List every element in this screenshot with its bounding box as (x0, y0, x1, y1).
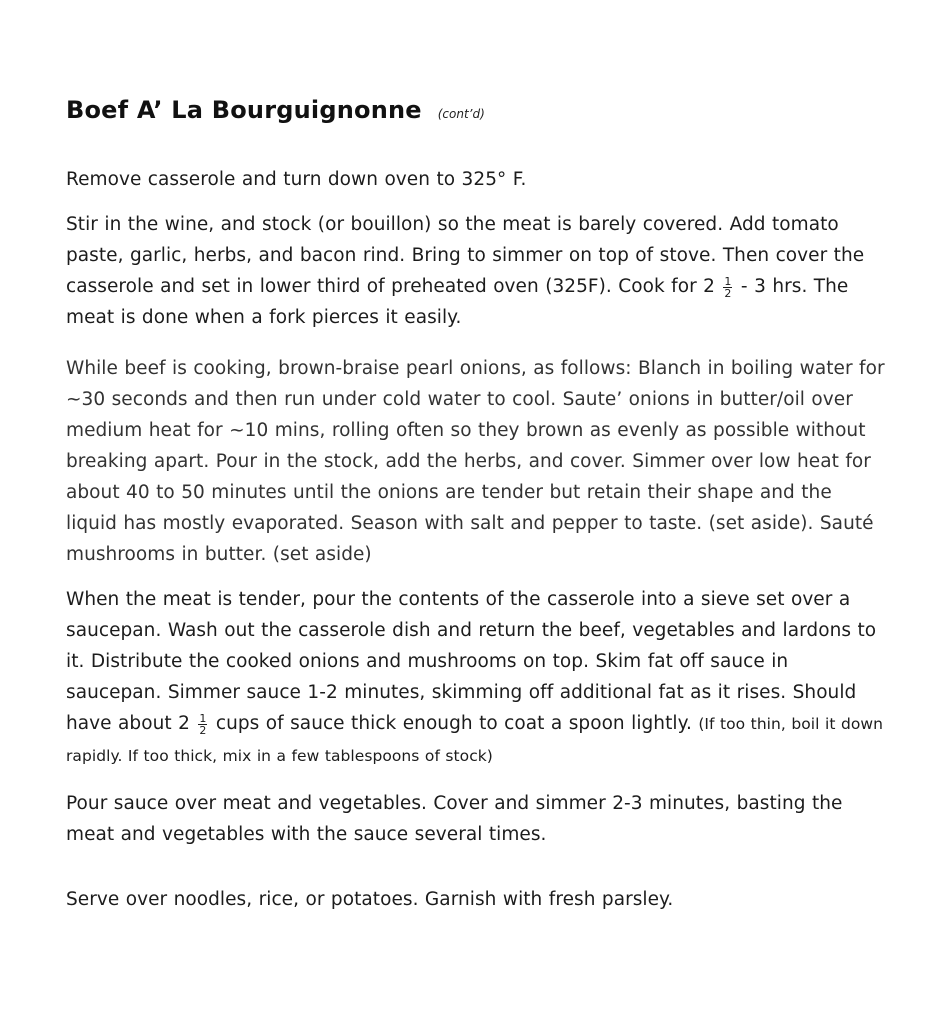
fraction-numerator: 1 (724, 274, 732, 288)
recipe-page (66, 96, 886, 915)
instruction-paragraph-6: Serve over noodles, rice, or potatoes. Garnish with fresh parsley. (66, 889, 674, 910)
fraction-denominator: 2 (199, 723, 207, 737)
fraction-one-half (198, 713, 207, 736)
paragraph-2-text-a: Stir in the wine, and stock (or bouillon) so the meat is barely covered. Add tomato paste, garlic, herbs, and bacon rind. Bring to simmer on top of stove. Then cover the casserole and set in lower third of preheated oven (325F). Cook for 2 (66, 214, 865, 297)
paragraph-4-note: (If too thin, boil it down rapidly. If too thick, mix in a few tablespoons of stock) (66, 715, 883, 765)
instruction-paragraph-2 (66, 209, 886, 333)
paragraph-4-text-b: cups of sauce thick enough to coat a spoon lightly. (215, 713, 692, 734)
instruction-paragraph-1: Remove casserole and turn down oven to 325° F. (66, 169, 527, 190)
fraction-one-half (723, 276, 732, 299)
instruction-paragraph-3: While beef is cooking, brown-braise pearl onions, as follows: Blanch in boiling water for ~30 seconds and then run under cold water to cool. Saute’ onions in butter/oil over medium heat for ~10 mins, rolling often so they brown as evenly as possible without breaking apart. Pour in the stock, add the herbs, and cover. Simmer over low heat for about 40 to 50 minutes until the onions are tender but retain their shape and the liquid has mostly evaporated. Season with salt and pepper to taste. (set aside). Sauté mushrooms in butter. (set aside) (66, 358, 885, 565)
paragraph-4-text-a: When the meat is tender, pour the contents of the casserole into a sieve set over a saucepan. Wash out the casserole dish and return the beef, vegetables and lardons to it. Distribute the cooked onions and mushrooms on top. Skim fat off sauce in saucepan. Simmer sauce 1-2 minutes, skimming off additional fat as it rises. Should have about 2 (66, 589, 877, 734)
fraction-denominator: 2 (724, 286, 732, 300)
fraction-numerator: 1 (199, 711, 207, 725)
instruction-paragraph-4 (66, 584, 886, 772)
instruction-paragraph-5: Pour sauce over meat and vegetables. Cover and simmer 2-3 minutes, basting the meat and vegetables with the sauce several times. (66, 793, 843, 845)
title-row (66, 96, 886, 124)
paragraph-2-text-b: - 3 hrs. The meat is done when a fork pierces it easily. (66, 276, 849, 328)
recipe-subtitle: (cont’d) (437, 107, 485, 121)
recipe-title: Boef A’ La Bourguignonne (66, 96, 422, 124)
